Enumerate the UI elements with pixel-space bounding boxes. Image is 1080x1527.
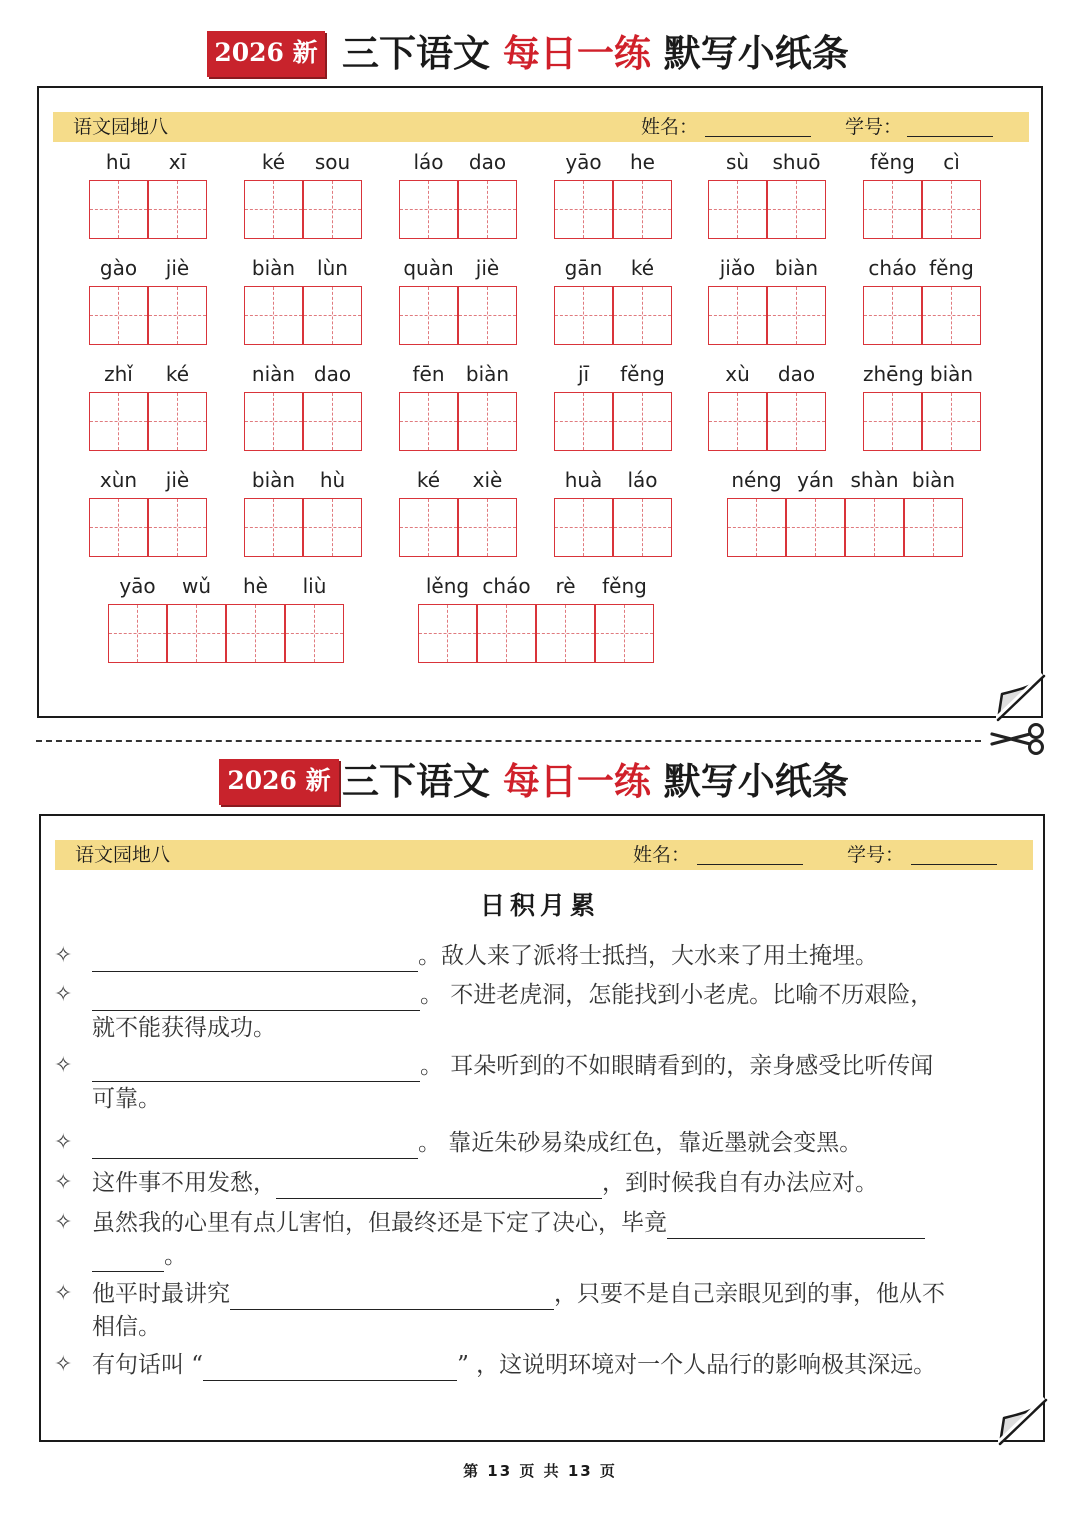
pinyin-syllable: ké <box>630 256 655 280</box>
pinyin-syllable: fēn <box>412 362 445 386</box>
section-name-2: 语文园地八 <box>75 844 171 866</box>
header-bottom <box>0 756 1080 816</box>
writing-box[interactable] <box>554 180 613 239</box>
scissors-icon <box>988 722 1050 756</box>
item-text: 。 耳朵听到的不如眼睛看到的，亲身感受比听传闻 <box>420 1053 934 1079</box>
item-text: ，只要不是自己亲眼见到的事，他从不 <box>554 1281 945 1307</box>
header-top <box>0 28 1080 88</box>
item-text-before: 有句话叫 “ <box>92 1352 204 1378</box>
writing-box[interactable] <box>845 498 904 557</box>
answer-blank[interactable] <box>92 983 420 1011</box>
pinyin-syllable: wǔ <box>181 574 212 598</box>
pinyin-syllable: láo <box>627 468 658 492</box>
writing-box[interactable] <box>458 180 517 239</box>
info-bar-2 <box>55 840 1033 870</box>
pinyin-syllable: biàn <box>911 468 956 492</box>
writing-box[interactable] <box>922 180 981 239</box>
page-curl-bottom <box>998 1396 1048 1446</box>
writing-box[interactable] <box>708 286 767 345</box>
writing-box[interactable] <box>554 286 613 345</box>
pinyin-syllable: xùn <box>99 468 138 492</box>
pinyin-syllable: jī <box>577 362 590 386</box>
pinyin-syllable: xù <box>725 362 750 386</box>
pinyin-syllable: jiè <box>165 256 190 280</box>
writing-box[interactable] <box>613 392 672 451</box>
pinyin-syllable: biàn <box>251 256 296 280</box>
pinyin-syllable: dao <box>777 362 816 386</box>
pinyin-syllable: biàn <box>774 256 819 280</box>
item-text-before: 这件事不用发愁， <box>92 1170 276 1196</box>
pinyin-syllable: xiè <box>472 468 503 492</box>
id-label: 学号： <box>845 116 903 138</box>
pinyin-syllable: lùn <box>317 256 348 280</box>
page-title-2 <box>342 756 849 806</box>
writing-box[interactable] <box>89 498 148 557</box>
item-text-cont: 。 <box>164 1243 187 1269</box>
answer-blank[interactable] <box>92 1054 420 1082</box>
id-field-2[interactable] <box>911 864 997 865</box>
writing-box[interactable] <box>244 286 303 345</box>
pinyin-syllable: niàn <box>251 362 296 386</box>
name-field[interactable] <box>705 136 811 137</box>
writing-box[interactable] <box>613 498 672 557</box>
writing-box[interactable] <box>399 498 458 557</box>
pinyin-syllable: ké <box>416 468 441 492</box>
writing-box[interactable] <box>226 604 285 663</box>
answer-blank[interactable] <box>92 1131 418 1159</box>
writing-box[interactable] <box>613 180 672 239</box>
answer-blank[interactable] <box>92 944 418 972</box>
writing-box[interactable] <box>89 286 148 345</box>
pinyin-syllable: ké <box>165 362 190 386</box>
pinyin-syllable: quàn <box>403 256 454 280</box>
writing-box[interactable] <box>554 392 613 451</box>
pinyin-syllable: rè <box>555 574 576 598</box>
edition-badge-2: 2026 新 <box>219 759 339 805</box>
pinyin-syllable: sou <box>314 150 351 174</box>
star-icon: ✧ <box>54 1053 73 1078</box>
pinyin-syllable: shuō <box>772 150 821 174</box>
writing-box[interactable] <box>613 286 672 345</box>
item-text-cont: 就不能获得成功。 <box>92 1015 276 1041</box>
writing-box[interactable] <box>89 392 148 451</box>
answer-blank[interactable] <box>203 1353 457 1381</box>
answer-blank-cont[interactable] <box>92 1244 164 1272</box>
writing-box[interactable] <box>458 392 517 451</box>
writing-box[interactable] <box>399 286 458 345</box>
pinyin-syllable: néng <box>731 468 782 492</box>
title-part-b: 每日一练 <box>502 31 651 75</box>
writing-box[interactable] <box>148 180 207 239</box>
item-text: 。敌人来了派将士抵挡，大水来了用土掩埋。 <box>418 943 878 969</box>
pinyin-syllable: gān <box>564 256 603 280</box>
writing-box[interactable] <box>458 286 517 345</box>
star-icon: ✧ <box>54 943 73 968</box>
item-text-cont: 相信。 <box>92 1314 161 1340</box>
pinyin-syllable: fěng <box>929 256 974 280</box>
answer-blank[interactable] <box>667 1211 925 1239</box>
pinyin-syllable: biàn <box>929 362 974 386</box>
writing-box[interactable] <box>244 392 303 451</box>
writing-box[interactable] <box>167 604 226 663</box>
edition-badge: 2026 新 <box>207 31 325 77</box>
pinyin-syllable: ké <box>261 150 286 174</box>
title-part-c: 默写小纸条 <box>663 31 849 75</box>
pinyin-syllable: he <box>630 150 655 174</box>
title-part-a: 三下语文 <box>342 31 490 75</box>
cut-line <box>36 740 981 742</box>
pinyin-syllable: sù <box>725 150 750 174</box>
pinyin-syllable: huà <box>564 468 603 492</box>
writing-box[interactable] <box>418 604 477 663</box>
item-text: ，到时候我自有办法应对。 <box>602 1170 878 1196</box>
pinyin-syllable: cháo <box>482 574 531 598</box>
writing-box[interactable] <box>863 392 922 451</box>
writing-box[interactable] <box>477 604 536 663</box>
writing-box[interactable] <box>303 286 362 345</box>
pinyin-syllable: shàn <box>850 468 899 492</box>
item-text-cont: 可靠。 <box>92 1086 161 1112</box>
item-text: ” ，这说明环境对一个人品行的影响极其深远。 <box>457 1352 937 1378</box>
writing-box[interactable] <box>767 392 826 451</box>
title-part-c-2: 默写小纸条 <box>663 759 849 803</box>
writing-box[interactable] <box>303 498 362 557</box>
star-icon: ✧ <box>54 1130 73 1155</box>
pinyin-syllable: gào <box>99 256 138 280</box>
pinyin-syllable: biàn <box>251 468 296 492</box>
id-field[interactable] <box>907 136 993 137</box>
pinyin-syllable: yāo <box>119 574 156 598</box>
writing-box[interactable] <box>767 286 826 345</box>
star-icon: ✧ <box>54 1281 73 1306</box>
writing-box[interactable] <box>148 392 207 451</box>
writing-box[interactable] <box>536 604 595 663</box>
writing-box[interactable] <box>727 498 786 557</box>
title-part-a-2: 三下语文 <box>342 759 490 803</box>
writing-box[interactable] <box>399 392 458 451</box>
writing-box[interactable] <box>148 286 207 345</box>
pinyin-syllable: hū <box>105 150 132 174</box>
writing-box[interactable] <box>458 498 517 557</box>
pinyin-syllable: yán <box>797 468 834 492</box>
writing-box[interactable] <box>148 498 207 557</box>
pinyin-syllable: hè <box>243 574 268 598</box>
writing-box[interactable] <box>863 286 922 345</box>
writing-box[interactable] <box>786 498 845 557</box>
writing-box[interactable] <box>89 180 148 239</box>
writing-box[interactable] <box>399 180 458 239</box>
item-text: 。 靠近朱砂易染成红色，靠近墨就会变黑。 <box>418 1130 863 1156</box>
writing-box[interactable] <box>922 392 981 451</box>
writing-box[interactable] <box>554 498 613 557</box>
name-field-2[interactable] <box>697 864 803 865</box>
pinyin-syllable: lěng <box>425 574 470 598</box>
writing-box[interactable] <box>303 392 362 451</box>
page-curl-top <box>996 672 1046 722</box>
star-icon: ✧ <box>54 1352 73 1377</box>
pinyin-syllable: zhēng <box>863 362 924 386</box>
writing-box[interactable] <box>708 392 767 451</box>
writing-box[interactable] <box>922 286 981 345</box>
writing-box[interactable] <box>108 604 167 663</box>
section-name: 语文园地八 <box>73 116 169 138</box>
pinyin-syllable: dao <box>468 150 507 174</box>
pinyin-syllable: dao <box>313 362 352 386</box>
pinyin-syllable: yāo <box>565 150 602 174</box>
answer-blank[interactable] <box>230 1282 554 1310</box>
writing-box[interactable] <box>708 180 767 239</box>
pinyin-syllable: zhǐ <box>104 362 133 386</box>
pinyin-syllable: jiè <box>165 468 190 492</box>
page-number: 第 13 页 共 13 页 <box>463 1462 617 1480</box>
title-part-b-2: 每日一练 <box>502 759 651 803</box>
section-title: 日积月累 <box>479 891 600 920</box>
writing-box[interactable] <box>595 604 654 663</box>
pinyin-syllable: fěng <box>602 574 647 598</box>
writing-box[interactable] <box>244 498 303 557</box>
pinyin-syllable: cháo <box>868 256 917 280</box>
pinyin-syllable: hù <box>319 468 346 492</box>
item-text: 。 不进老虎洞，怎能找到小老虎。比喻不历艰险， <box>420 982 934 1008</box>
pinyin-syllable: fěng <box>870 150 915 174</box>
item-text-before: 他平时最讲究 <box>92 1281 230 1307</box>
star-icon: ✧ <box>54 982 73 1007</box>
pinyin-syllable: jiè <box>475 256 500 280</box>
info-bar <box>53 112 1029 142</box>
writing-box[interactable] <box>904 498 963 557</box>
card-pinyin <box>37 86 1043 718</box>
name-label-2: 姓名： <box>633 844 691 866</box>
writing-box[interactable] <box>767 180 826 239</box>
item-text-before: 虽然我的心里有点儿害怕，但最终还是下定了决心，毕竟 <box>92 1210 667 1236</box>
answer-blank[interactable] <box>276 1171 602 1199</box>
pinyin-syllable: liù <box>302 574 327 598</box>
pinyin-syllable: fěng <box>620 362 665 386</box>
pinyin-syllable: jiǎo <box>719 256 756 280</box>
pinyin-syllable: láo <box>413 150 444 174</box>
writing-box[interactable] <box>244 180 303 239</box>
writing-box[interactable] <box>863 180 922 239</box>
writing-box[interactable] <box>303 180 362 239</box>
writing-box[interactable] <box>285 604 344 663</box>
star-icon: ✧ <box>54 1210 73 1235</box>
pinyin-syllable: xī <box>168 150 187 174</box>
page-title <box>342 28 849 78</box>
id-label-2: 学号： <box>847 844 905 866</box>
pinyin-syllable: cì <box>943 150 960 174</box>
star-icon: ✧ <box>54 1170 73 1195</box>
name-label: 姓名： <box>641 116 699 138</box>
pinyin-syllable: biàn <box>465 362 510 386</box>
